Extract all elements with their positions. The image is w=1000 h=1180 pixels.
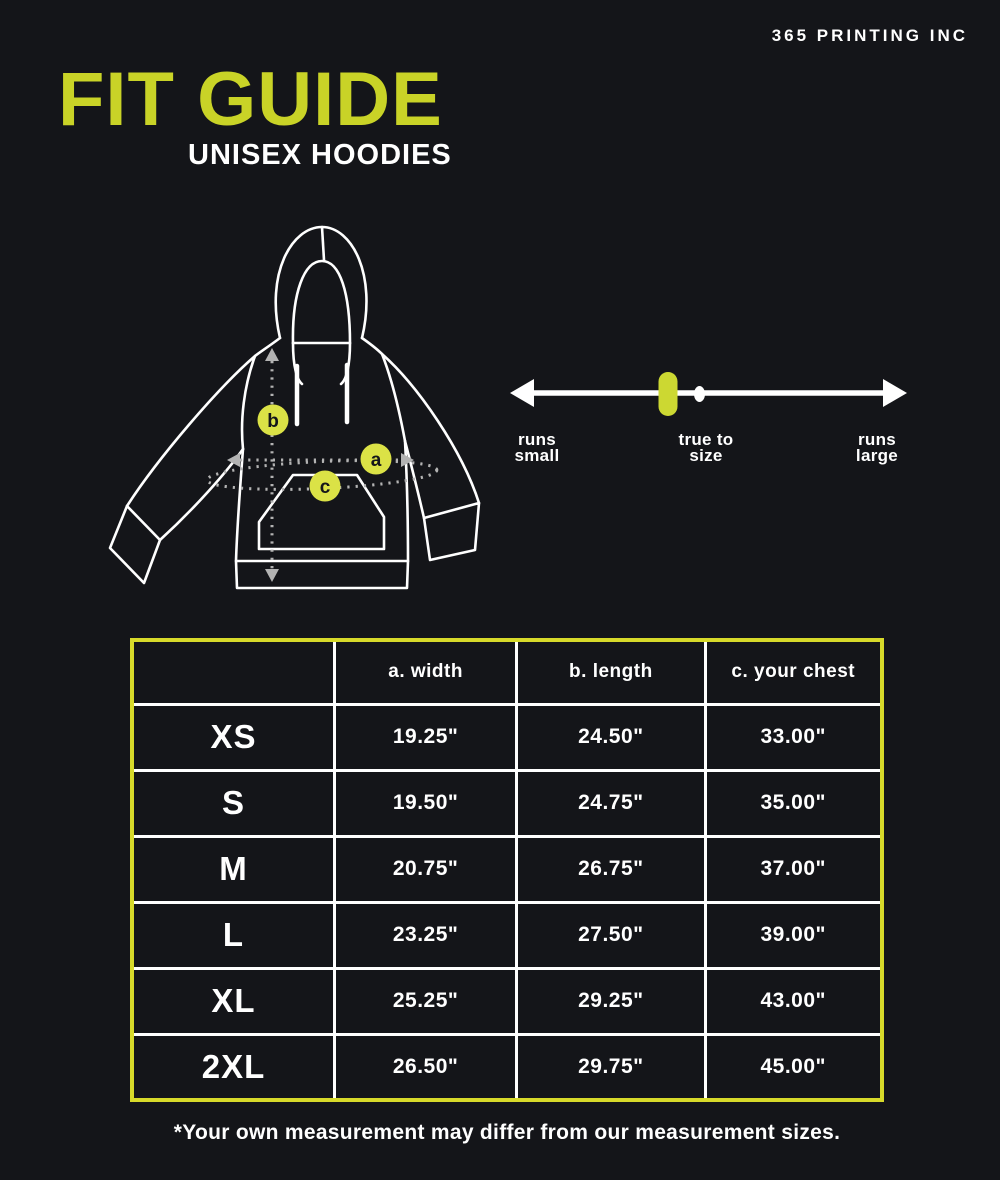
scale-label-line: large [855,445,899,465]
armhole-right [382,354,405,441]
width-cell: 19.50" [335,770,517,836]
badge-c-label: c [319,477,331,498]
table-row [132,902,882,968]
table-row [132,704,882,770]
header-width: a. width [335,640,517,704]
width-cell: 20.75" [335,836,517,902]
armhole-left [242,356,255,449]
hood-outline [276,227,367,338]
sleeve-left-inner [160,449,243,540]
sleeve-right-outer [362,338,479,503]
size-cell: 2XL [132,1034,335,1100]
header-size [132,640,335,704]
scale-label-line: runs [857,430,897,449]
width-cell: 25.25" [335,968,517,1034]
chest-cell: 45.00" [705,1034,882,1100]
table-row [132,836,882,902]
width-cell: 26.50" [335,1034,517,1100]
size-table [130,638,884,1102]
chest-cell: 35.00" [705,770,882,836]
scale-label-line: small [514,445,560,465]
chest-cell: 33.00" [705,704,882,770]
scale-label-line: size [689,445,723,465]
header-length: b. length [517,640,705,704]
chest-cell: 37.00" [705,836,882,902]
scale-label-runs-small [467,432,607,463]
hem-band [236,561,408,588]
footnote: *Your own measurement may differ from our measurement sizes. [173,1121,841,1144]
hood-seam [322,227,324,260]
size-cell: XL [132,968,335,1034]
size-cell: XS [132,704,335,770]
length-cell: 26.75" [517,836,705,902]
cuff-left [110,506,160,583]
length-cell: 27.50" [517,902,705,968]
size-cell: S [132,770,335,836]
width-cell: 19.25" [335,704,517,770]
scale-arrow-right-icon [883,379,907,407]
header-chest: c. your chest [705,640,882,704]
scale-label-runs-large [807,432,947,463]
scale-marker [659,372,678,416]
arrow-left-icon [227,453,240,467]
scale-label-true-to-size [636,432,776,463]
width-cell: 23.25" [335,902,517,968]
chest-cell: 43.00" [705,968,882,1034]
cuff-right [424,503,479,560]
size-cell: L [132,902,335,968]
chest-cell: 39.00" [705,902,882,968]
brand-text: 365 PRINTING INC [771,26,968,45]
badge-a-label: a [370,450,382,471]
hood-opening [293,261,350,384]
scale-dot [694,386,705,402]
length-cell: 29.75" [517,1034,705,1100]
size-cell: M [132,836,335,902]
table-row [132,770,882,836]
page-subtitle: UNISEX HOODIES [188,139,452,171]
sleeve-left-outer [127,338,280,506]
page-title: FIT GUIDE [58,57,443,142]
arrow-down-icon [265,569,279,582]
hoodie-diagram [100,218,500,603]
table-row [132,1034,882,1100]
scale-arrow-left-icon [510,379,534,407]
scale-label-line: true to [678,430,734,449]
arrow-up-icon [265,348,279,361]
length-cell: 29.25" [517,968,705,1034]
badge-b-label: b [267,411,279,432]
table-row [132,968,882,1034]
scale-label-line: runs [517,430,557,449]
length-cell: 24.50" [517,704,705,770]
table-header-row [132,640,882,704]
length-cell: 24.75" [517,770,705,836]
